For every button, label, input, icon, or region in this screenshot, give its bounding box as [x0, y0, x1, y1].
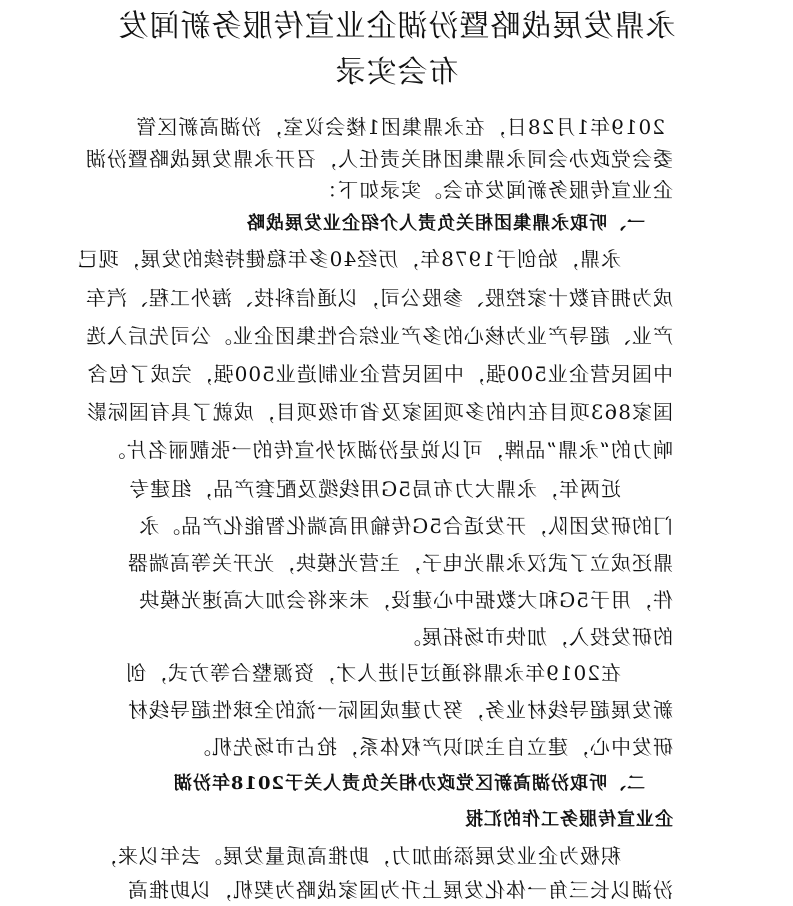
body-line-7: 中国民营企业500强，中国民营企业制造业500强，完成了包含 — [86, 362, 673, 386]
body-line-11: 门的研发团队，开发适合5G传输用高端化智能化产品。永 — [138, 514, 673, 538]
document-title — [108, 4, 685, 96]
body-line-6: 产业、超导产业为核心的多产业综合性集团企业。公司先后入选 — [85, 324, 673, 348]
body-line-3: 企业宣传服务新闻发布会。实录如下： — [316, 178, 673, 202]
body-line-13: 件，用于5G和大数据中心建设，未来将会加大高速光模块 — [138, 588, 673, 612]
body-line-8: 国家863项目在内的多项国家及省市级项目，成就了具有国际影 — [85, 400, 673, 424]
body-line-5: 成为拥有数十家控股、参股公司，以通信科技、海外工程、汽车 — [85, 286, 673, 310]
title-line-2: 布会实录 — [334, 55, 459, 90]
title-line-1: 永鼎发展战略暨汾湖企业宣传服务新闻发 — [117, 9, 676, 44]
section-heading-2-cont: 企业宣传服务工作的汇报 — [464, 809, 673, 830]
body-line-16: 新发展超导线材业务，努力建成国际一流的全球性超导线材 — [127, 698, 673, 722]
body-line-14: 的研发投入，加快市场拓展。 — [400, 625, 673, 649]
section-heading-2: 二、听取汾湖高新区党政办相关负责人关于2018年汾湖 — [172, 773, 645, 794]
body-line-19: 汾湖以长三角一体化发展上升为国家战略为契机，以助推高 — [127, 878, 673, 902]
body-line-4: 永鼎，始创于1978年，历经40多年稳健持续的发展，现已 — [76, 247, 621, 271]
body-line-12: 鼎还成立了武汉永鼎光电子，主营光模块，光开关等高端器 — [127, 551, 673, 575]
body-line-9: 响力的“永鼎”品牌，可以说是汾湖对外宣传的一张靓丽名片。 — [104, 438, 673, 462]
body-line-15: 在2019年永鼎将通过引进人才，资源整合等方式，创 — [125, 661, 621, 685]
section-heading-1: 一、听取永鼎集团相关负责人介绍企业发展战略 — [246, 213, 645, 234]
body-line-1: 2019年1月28日，在永鼎集团1楼会议室，汾湖高新区管 — [135, 115, 665, 139]
body-line-18: 积极为企业发展添油加力，助推高质量发展。去年以来， — [96, 844, 621, 868]
body-line-2: 委会党政办会同永鼎集团相关责任人，召开永鼎发展战略暨汾湖 — [85, 147, 673, 171]
body-line-10: 近两年，永鼎大力布局5G用线缆及配套产品，组建专 — [128, 477, 621, 501]
body-line-17: 研发中心，建立自主知识产权体系，抢占市场先机。 — [190, 735, 673, 759]
